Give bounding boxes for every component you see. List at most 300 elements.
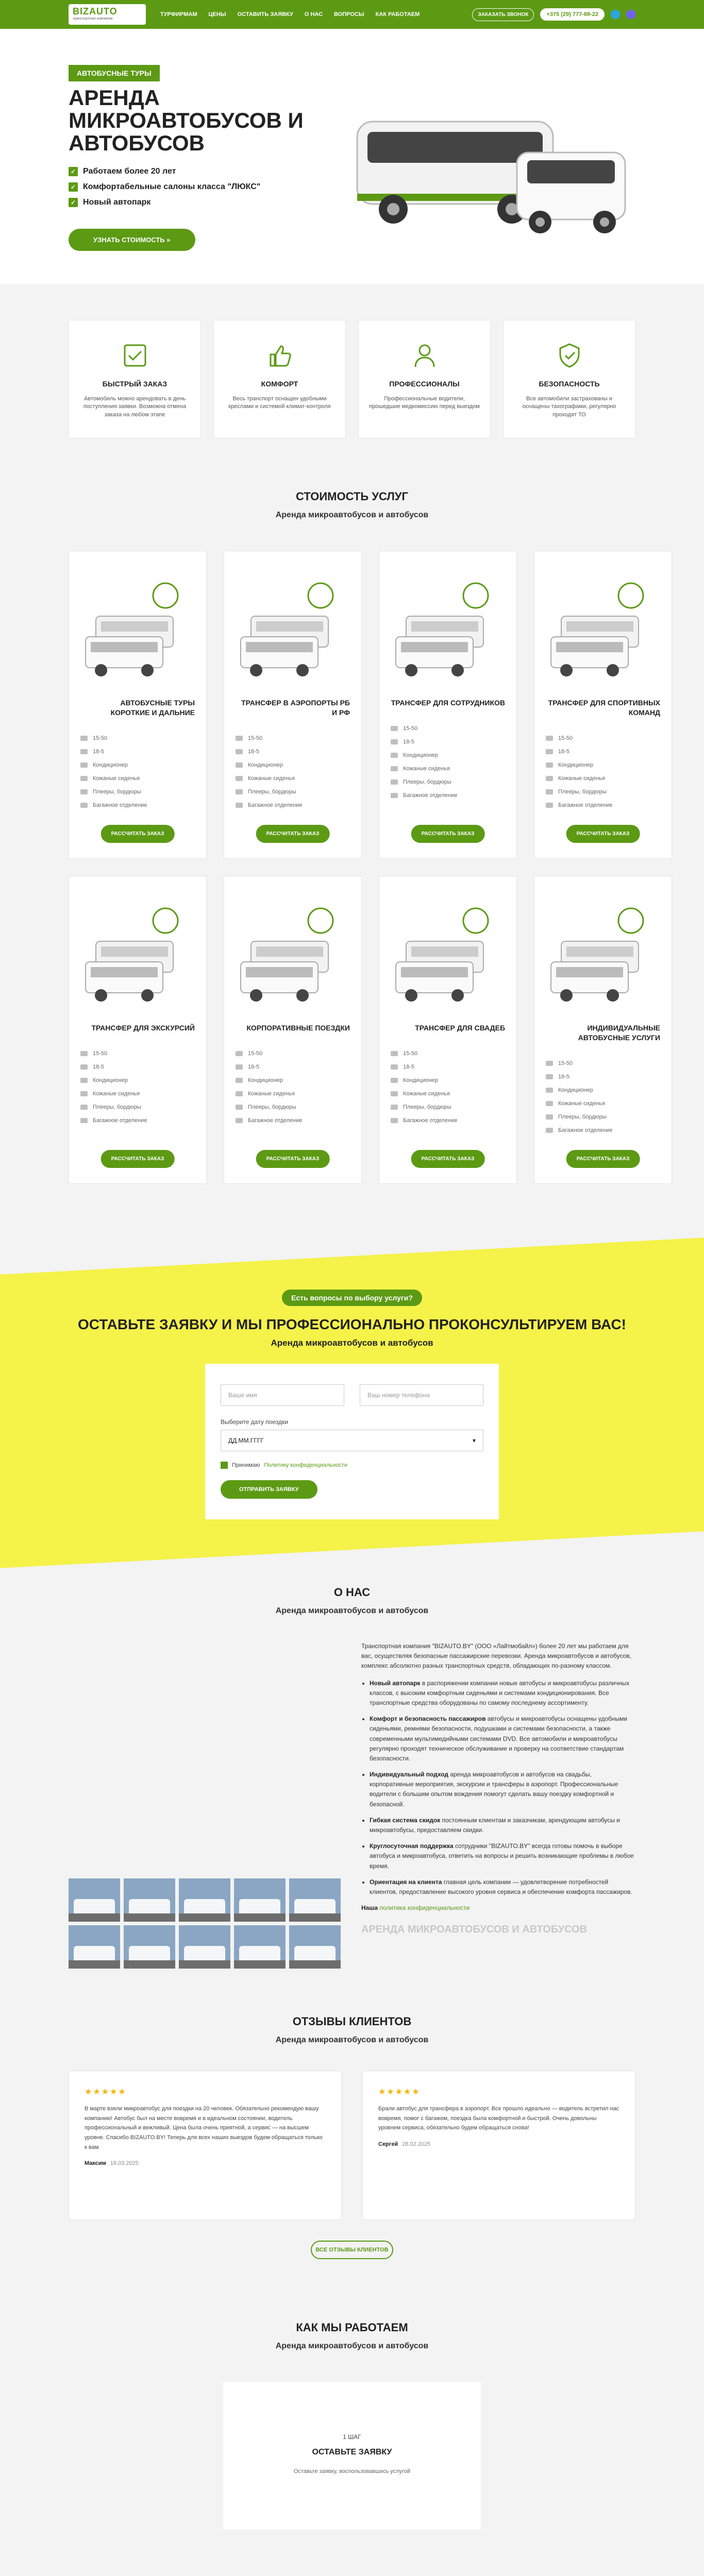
spec-text: Кожаные сиденья xyxy=(558,775,605,782)
pricing-specs xyxy=(391,1050,505,1124)
feature-card xyxy=(69,320,201,438)
spec-icon xyxy=(236,803,243,808)
spec-item xyxy=(236,735,350,741)
spec-item xyxy=(546,1114,660,1120)
spec-icon xyxy=(546,736,553,741)
reviews-subtitle: Аренда микроавтобусов и автобусов xyxy=(275,2036,429,2044)
phone-input[interactable]: Ваш номер телефона xyxy=(360,1384,483,1406)
agree-text: Принимаю xyxy=(232,1462,260,1468)
spec-item xyxy=(546,1060,660,1066)
spec-item xyxy=(236,1077,350,1083)
step-title: ОСТАВЬТЕ ЗАЯВКУ xyxy=(312,2448,392,2456)
spec-text: Багажное отделение xyxy=(558,1127,613,1133)
calculate-order-button[interactable]: РАССЧИТАТЬ ЗАКАЗ xyxy=(411,825,485,843)
spec-text: Плееры, бордюры xyxy=(248,1104,296,1110)
spec-text: Багажное отделение xyxy=(403,1117,458,1124)
review-meta xyxy=(85,2160,326,2166)
spec-item xyxy=(391,792,505,799)
spec-icon xyxy=(546,1128,553,1133)
spec-icon xyxy=(80,776,88,781)
review-date: 18.03.2025 xyxy=(110,2160,139,2167)
spec-item xyxy=(546,1087,660,1093)
gallery-photo[interactable] xyxy=(124,1878,175,1922)
checkbox-icon xyxy=(121,341,149,370)
date-select[interactable] xyxy=(221,1430,483,1451)
logo[interactable] xyxy=(69,4,146,25)
plane-icon xyxy=(308,583,333,608)
spec-icon xyxy=(546,1114,553,1120)
calculate-order-button[interactable]: РАССЧИТАТЬ ЗАКАЗ xyxy=(411,1150,485,1168)
spec-icon xyxy=(236,776,243,781)
spec-item xyxy=(391,739,505,745)
spec-item xyxy=(80,1077,195,1083)
spec-text: Кондиционер xyxy=(248,761,283,768)
spec-text: 18-5 xyxy=(93,748,105,755)
spec-text: Плееры, бордюры xyxy=(248,788,296,795)
spec-icon xyxy=(546,749,553,754)
spec-text: Багажное отделение xyxy=(93,1117,147,1124)
pricing-card-title: АВТОБУСНЫЕ ТУРЫ КОРОТКИЕ И ДАЛЬНИЕ xyxy=(110,699,195,717)
briefcase-icon xyxy=(308,908,333,933)
request-title: ОСТАВЬТЕ ЗАЯВКУ И МЫ ПРОФЕССИОНАЛЬНО ПРОКОНСУЛЬТИРУЕМ ВАС! xyxy=(78,1316,626,1332)
submit-request-button[interactable]: ОТПРАВИТЬ ЗАЯВКУ xyxy=(221,1480,317,1499)
spec-text: 18-5 xyxy=(248,748,260,755)
pricing-specs xyxy=(546,1060,660,1133)
gallery-photo[interactable] xyxy=(179,1925,230,1969)
spec-icon xyxy=(80,762,88,768)
privacy-policy-link[interactable]: политика конфиденциальности xyxy=(379,1904,470,1912)
spec-icon xyxy=(236,1105,243,1110)
spec-text: Кожаные сиденья xyxy=(248,1090,295,1097)
spec-item xyxy=(80,749,195,755)
policy-prefix: Наша xyxy=(361,1904,378,1912)
spec-text: Кондиционер xyxy=(93,761,128,768)
feature-text: Весь транспорт оснащен удобными креслами и системой климат-контроля xyxy=(228,396,331,410)
spec-text: Плееры, бордюры xyxy=(558,788,607,795)
hero-cta-button[interactable]: УЗНАТЬ СТОИМОСТЬ » xyxy=(69,229,195,251)
spec-text: Кондиционер xyxy=(558,1087,594,1093)
feature-card xyxy=(358,320,491,438)
spec-text: 15-50 xyxy=(248,1050,263,1057)
bus-illustration xyxy=(80,575,194,688)
spec-item xyxy=(80,1117,195,1124)
gallery-photo[interactable] xyxy=(69,1878,120,1922)
calendar-icon: ▾ xyxy=(472,1437,476,1444)
telegram-icon[interactable] xyxy=(611,10,620,19)
bus-illustration xyxy=(391,575,504,688)
calculate-order-button[interactable]: РАССЧИТАТЬ ЗАКАЗ xyxy=(256,1150,330,1168)
calculate-order-button[interactable]: РАССЧИТАТЬ ЗАКАЗ xyxy=(101,1150,175,1168)
spec-icon xyxy=(391,739,398,744)
gallery-photo[interactable] xyxy=(289,1878,341,1922)
spec-text: 18-5 xyxy=(558,1073,570,1080)
spec-icon xyxy=(80,1105,88,1110)
group-icon xyxy=(463,583,488,608)
spec-item xyxy=(546,762,660,768)
spec-icon xyxy=(80,1091,88,1096)
spec-text: 18-5 xyxy=(403,738,415,745)
about-point-lead: Индивидуальный подход xyxy=(370,1771,448,1778)
spec-item xyxy=(546,775,660,782)
cake-icon xyxy=(463,908,488,933)
review-meta xyxy=(378,2141,619,2147)
request-section xyxy=(0,1256,704,1565)
about-point-lead: Комфорт и безопасность пассажиров xyxy=(370,1715,486,1723)
about-point-text: аренда микроавтобусов и автобусов на свадьбы, корпоративные мероприятия, экскурсии и трансферы в аэропорт. Профессиональные водители с большим опытом вождения помогут сделать вашу поездку комфортной и безопасной. xyxy=(370,1771,618,1808)
about-point-text: постоянным клиентам и заказчикам, арендующим автобусы и микроавтобусы, предоставляем скидки. xyxy=(370,1816,620,1834)
spec-item xyxy=(236,802,350,808)
checkbox-icon[interactable] xyxy=(221,1462,228,1469)
about-title: О НАС xyxy=(333,1586,371,1599)
nav-item-tour-firms[interactable]: ТУРФИРМАМ xyxy=(160,11,197,18)
about-point-lead: Гибкая система скидок xyxy=(370,1816,441,1824)
pricing-subtitle: Аренда микроавтобусов и автобусов xyxy=(275,511,429,519)
feature-title: БЫСТРЫЙ ЗАКАЗ xyxy=(102,380,167,388)
all-reviews-button[interactable]: ВСЕ ОТЗЫВЫ КЛИЕНТОВ xyxy=(311,2241,393,2259)
spec-icon xyxy=(391,1064,398,1070)
hero-badge: АВТОБУСНЫЕ ТУРЫ xyxy=(69,65,160,81)
spec-text: Кожаные сиденья xyxy=(403,1090,450,1097)
spec-text: 18-5 xyxy=(248,1063,260,1070)
spec-icon xyxy=(546,789,553,794)
spec-icon xyxy=(80,749,88,754)
about-point-lead: Новый автопарк xyxy=(370,1679,421,1687)
review-date: 28.02.2025 xyxy=(402,2141,431,2148)
name-input[interactable]: Ваше имя xyxy=(221,1384,344,1406)
pricing-card-title: КОРПОРАТИВНЫЕ ПОЕЗДКИ xyxy=(246,1024,350,1032)
hero-bullet-text: Новый автопарк xyxy=(83,198,151,207)
privacy-link[interactable]: Политику конфиденциальности xyxy=(264,1462,347,1468)
spec-icon xyxy=(391,726,398,731)
pricing-card xyxy=(379,551,517,859)
steps-subtitle: Аренда микроавтобусов и автобусов xyxy=(275,2342,429,2350)
about-point-text: главная цель компании — удовлетворение потребностей клиентов, предоставление высокого уровня сервиса и обеспечение комфорта пассажиров. xyxy=(370,1878,632,1895)
spec-item xyxy=(391,725,505,732)
pricing-specs xyxy=(80,1050,195,1124)
pricing-card-title: ТРАНСФЕР ДЛЯ СОТРУДНИКОВ xyxy=(391,699,505,707)
spec-item xyxy=(80,1064,195,1070)
agree-checkbox[interactable] xyxy=(221,1462,483,1469)
about-point-text: автобусы и микроавтобусы оснащены удобными сиденьями, ремнями безопасности, подушками и системами безопасности, а также современными мультимедийными системами DVD. Все автомобили и микроавтобусы регулярно проходят техническое обслуживание и проверку на соответствие стандартам безопасности. xyxy=(370,1715,628,1762)
feature-title: ПРОФЕССИОНАЛЫ xyxy=(389,380,460,388)
spec-text: Кондиционер xyxy=(248,1077,283,1083)
spec-icon xyxy=(236,1078,243,1083)
nav-item-request[interactable]: ОСТАВИТЬ ЗАЯВКУ xyxy=(237,11,293,18)
spec-item xyxy=(391,1117,505,1124)
about-point xyxy=(370,1841,635,1871)
feature-title: КОМФОРТ xyxy=(261,380,298,388)
spec-icon xyxy=(80,1078,88,1083)
spec-icon xyxy=(80,789,88,794)
pricing-card xyxy=(534,876,672,1184)
spec-item xyxy=(236,1104,350,1110)
spec-icon xyxy=(546,1088,553,1093)
logo-text: BIZAUTO xyxy=(73,6,118,16)
bus-illustration xyxy=(347,91,635,245)
checkmark-icon xyxy=(618,908,643,933)
spec-icon xyxy=(236,1064,243,1070)
spec-icon xyxy=(236,789,243,794)
pricing-section xyxy=(0,469,704,1235)
about-point-text: в распоряжении компании новые автобусы и микроавтобусы различных классов, с высоким комфортным сиденьями и системами кондиционирования. Все транспортные средства оборудованы по самому последнему ассортименту. xyxy=(370,1679,630,1706)
feature-card xyxy=(503,320,635,438)
main-nav xyxy=(160,11,420,18)
spec-item xyxy=(236,789,350,795)
steps-title: КАК МЫ РАБОТАЕМ xyxy=(296,2321,408,2334)
spec-icon xyxy=(391,1051,398,1056)
review-card xyxy=(362,2071,635,2220)
nav-item-faq[interactable]: ВОПРОСЫ xyxy=(334,11,364,18)
driver-icon xyxy=(410,341,439,370)
pricing-card xyxy=(534,551,672,859)
pricing-card-title: ТРАНСФЕР ДЛЯ СПОРТИВНЫХ КОМАНД xyxy=(548,699,660,717)
reviews-title: ОТЗЫВЫ КЛИЕНТОВ xyxy=(292,2015,412,2028)
viber-icon[interactable] xyxy=(626,10,635,19)
gallery-photo[interactable] xyxy=(234,1925,286,1969)
step-number: 1 ШАГ xyxy=(343,2433,361,2441)
review-card xyxy=(69,2071,342,2220)
spec-text: 15-50 xyxy=(93,735,108,741)
pricing-card xyxy=(224,551,362,859)
pricing-card xyxy=(379,876,517,1184)
bus-illustration xyxy=(80,900,194,1013)
spec-text: Кондиционер xyxy=(403,1077,439,1083)
spec-item xyxy=(546,735,660,741)
pricing-card xyxy=(224,876,362,1184)
about-point xyxy=(370,1770,635,1809)
nav-item-about[interactable]: О НАС xyxy=(304,11,323,18)
spec-text: Кондиционер xyxy=(93,1077,128,1083)
spec-text: Плееры, бордюры xyxy=(93,788,141,795)
logo-subtitle: транспортная компания xyxy=(73,17,113,21)
feature-text: Автомобиль можно арендовать в день поступления заявки. Возможна отмена заказа на любом этапе xyxy=(83,396,187,418)
features-section xyxy=(0,284,704,469)
spec-icon xyxy=(546,776,553,781)
spec-text: Плееры, бордюры xyxy=(558,1113,607,1120)
about-section xyxy=(0,1565,704,1994)
spec-text: 15-50 xyxy=(93,1050,108,1057)
pricing-card xyxy=(69,876,207,1184)
spec-text: Кожаные сиденья xyxy=(403,765,450,772)
spec-icon xyxy=(546,762,553,768)
review-text: Брали автобус для трансфера в аэропорт. Все прошло идеально — водитель встретил нас вовремя, помог с багажом, поездка была комфортной и быстрой. Очень довольны уровнем сервиса, обязательно будем обращаться снова! xyxy=(378,2106,619,2131)
pricing-card-title: ТРАНСФЕР ДЛЯ ЭКСКУРСИЙ xyxy=(91,1024,195,1032)
spec-item xyxy=(80,789,195,795)
pricing-card-title: ТРАНСФЕР В АЭРОПОРТЫ РБ И РФ xyxy=(241,699,350,717)
nav-item-how-we-work[interactable]: КАК РАБОТАЕМ xyxy=(375,11,420,18)
bus-illustration xyxy=(391,900,504,1013)
gallery-photo[interactable] xyxy=(234,1878,286,1922)
photo-gallery xyxy=(69,1878,341,1969)
spec-item xyxy=(391,1050,505,1057)
gallery-photo[interactable] xyxy=(124,1925,175,1969)
spec-icon xyxy=(236,1051,243,1056)
spec-text: 15-50 xyxy=(558,735,573,741)
spec-icon xyxy=(391,1118,398,1123)
spec-icon xyxy=(80,1118,88,1123)
spec-item xyxy=(236,775,350,782)
football-icon xyxy=(618,583,643,608)
spec-item xyxy=(546,1074,660,1080)
spec-item xyxy=(546,789,660,795)
spec-text: Плееры, бордюры xyxy=(93,1104,141,1110)
spec-text: 15-50 xyxy=(248,735,263,741)
gallery-photo[interactable] xyxy=(289,1925,341,1969)
spec-text: Кожаные сиденья xyxy=(558,1100,605,1107)
spec-text: 15-50 xyxy=(403,725,418,732)
spec-text: Кондиционер xyxy=(403,752,439,758)
spec-item xyxy=(546,749,660,755)
spec-item xyxy=(546,1100,660,1107)
reviews-section xyxy=(0,1994,704,2300)
spec-text: Багажное отделение xyxy=(93,802,147,808)
callback-button[interactable]: ЗАКАЗАТЬ ЗВОНОК xyxy=(472,8,534,21)
spec-text: 18-5 xyxy=(558,748,570,755)
header-phone[interactable]: +375 (29) 777-88-22 xyxy=(540,8,605,21)
about-text xyxy=(361,1641,635,1969)
spec-text: Кожаные сиденья xyxy=(93,775,140,782)
spec-icon xyxy=(391,753,398,758)
spec-text: Багажное отделение xyxy=(248,1117,303,1124)
calculate-order-button[interactable]: РАССЧИТАТЬ ЗАКАЗ xyxy=(566,825,640,843)
about-point xyxy=(370,1679,635,1708)
spec-text: Плееры, бордюры xyxy=(403,778,451,785)
spec-item xyxy=(80,762,195,768)
spec-text: Плееры, бордюры xyxy=(403,1104,451,1110)
about-point xyxy=(370,1714,635,1764)
spec-icon xyxy=(236,1118,243,1123)
pricing-card-title: ИНДИВИДУАЛЬНЫЕ АВТОБУСНЫЕ УСЛУГИ xyxy=(578,1024,660,1042)
about-point-text: сотрудники "BIZAUTO.BY" всегда готовы помочь в выборе автобуса и микроавтобуса, ответить на вопросы и решить возникающие проблемы в любое время. xyxy=(370,1842,634,1870)
spec-item xyxy=(546,802,660,808)
date-value: ДД.ММ.ГГГГ xyxy=(228,1437,264,1444)
spec-text: 15-50 xyxy=(558,1060,573,1066)
site-header xyxy=(0,0,704,29)
pricing-specs xyxy=(236,1050,350,1124)
spec-icon xyxy=(80,736,88,741)
nav-item-prices[interactable]: ЦЕНЫ xyxy=(208,11,226,18)
spec-text: Багажное отделение xyxy=(248,802,303,808)
review-author: Сергей xyxy=(378,2141,398,2148)
spec-icon xyxy=(391,779,398,785)
request-form xyxy=(205,1364,499,1519)
check-icon: ✓ xyxy=(69,182,78,192)
spec-item xyxy=(236,749,350,755)
map-icon xyxy=(153,908,178,933)
spec-item xyxy=(236,1064,350,1070)
spec-icon xyxy=(80,803,88,808)
spec-text: Багажное отделение xyxy=(403,792,458,799)
spec-item xyxy=(546,1127,660,1133)
spec-text: 18-5 xyxy=(403,1063,415,1070)
spec-item xyxy=(80,735,195,741)
pricing-specs xyxy=(546,735,660,808)
spec-icon xyxy=(546,1101,553,1106)
spec-item xyxy=(80,1050,195,1057)
steps-section xyxy=(0,2300,704,2576)
pricing-card-title: ТРАНСФЕР ДЛЯ СВАДЕБ xyxy=(415,1024,505,1032)
check-icon: ✓ xyxy=(69,167,78,176)
gallery-photo[interactable] xyxy=(179,1878,230,1922)
spec-text: Кожаные сиденья xyxy=(248,775,295,782)
spec-item xyxy=(236,1050,350,1057)
spec-icon xyxy=(236,1091,243,1096)
pricing-card xyxy=(69,551,207,859)
spec-icon xyxy=(391,766,398,771)
pricing-specs xyxy=(236,735,350,808)
check-icon: ✓ xyxy=(69,198,78,207)
calculate-order-button[interactable]: РАССЧИТАТЬ ЗАКАЗ xyxy=(566,1150,640,1168)
about-point-lead: Ориентация на клиента xyxy=(370,1878,442,1886)
gallery-photo[interactable] xyxy=(69,1925,120,1969)
spec-icon xyxy=(236,736,243,741)
calculate-order-button[interactable]: РАССЧИТАТЬ ЗАКАЗ xyxy=(256,825,330,843)
spec-item xyxy=(391,1104,505,1110)
date-label: Выберите дату поездки xyxy=(221,1418,288,1426)
spec-text: Багажное отделение xyxy=(558,802,613,808)
request-subtitle: Аренда микроавтобусов и автобусов xyxy=(271,1338,433,1348)
spec-item xyxy=(236,762,350,768)
spec-text: 15-50 xyxy=(403,1050,418,1057)
about-policy xyxy=(361,1903,635,1913)
review-text: В марте взяли микроавтобус для поездки на 20 человек. Обязательно рекомендую вашу компанию! Автобус был на месте вовремя и в идеальном состоянии, водитель профессиональный и вежливый. Цена была очень приятной, а сервис — на высшем уровне. Спасибо BIZAUTO.BY! Теперь для всех наших выездов будем обращаться только к вам. xyxy=(85,2106,323,2150)
bus-illustration xyxy=(236,575,349,688)
request-pill: Есть вопросы по выбору услуги? xyxy=(282,1290,422,1306)
about-subtitle: Аренда микроавтобусов и автобусов xyxy=(275,1606,429,1615)
pricing-cards xyxy=(69,551,660,1184)
about-point xyxy=(370,1877,635,1897)
spec-icon xyxy=(546,1061,553,1066)
header-actions xyxy=(472,8,635,21)
spec-item xyxy=(391,1091,505,1097)
spec-item xyxy=(391,752,505,758)
gallery-column xyxy=(69,1641,341,1969)
hero-bullet-text: Комфортабельные салоны класса "ЛЮКС" xyxy=(83,182,261,192)
hero-bullet-text: Работаем более 20 лет xyxy=(83,167,176,176)
rating-stars-icon: ★★★★★ xyxy=(85,2088,127,2096)
spec-item xyxy=(391,779,505,785)
review-author: Максим xyxy=(85,2160,106,2167)
bus-illustration xyxy=(236,900,349,1013)
step-card xyxy=(223,2382,481,2529)
hero-section xyxy=(0,29,704,284)
spec-icon xyxy=(80,1064,88,1070)
rating-stars-icon: ★★★★★ xyxy=(378,2088,421,2096)
about-point-lead: Круглосуточная поддержка xyxy=(370,1842,454,1850)
spec-icon xyxy=(236,749,243,754)
spec-text: 18-5 xyxy=(93,1063,105,1070)
spec-item xyxy=(80,1091,195,1097)
thumbs-up-icon xyxy=(265,341,294,370)
spec-text: Кондиционер xyxy=(558,761,594,768)
spec-icon xyxy=(546,1074,553,1079)
spec-item xyxy=(80,775,195,782)
spec-item xyxy=(80,802,195,808)
route-icon xyxy=(153,583,178,608)
about-points xyxy=(361,1679,635,1897)
spec-item xyxy=(236,1117,350,1124)
feature-title: БЕЗОПАСНОСТЬ xyxy=(539,380,600,388)
pricing-specs xyxy=(80,735,195,808)
spec-item xyxy=(391,766,505,772)
shield-icon xyxy=(555,341,584,370)
calculate-order-button[interactable]: РАССЧИТАТЬ ЗАКАЗ xyxy=(101,825,175,843)
spec-icon xyxy=(391,1091,398,1096)
about-intro: Транспортная компания "BIZAUTO.BY" (ООО «Лайтмобайл») более 20 лет мы работаем для вас, осуществляя безопасные пассажирские перевозки. Аренда микроавтобусов и автобусов, комплекс абсолютно разных транспортных средств, обладающих по-разному классом. xyxy=(361,1642,632,1670)
feature-text: Профессиональные водители, прошедшие медкомиссию перед выездом xyxy=(369,396,480,410)
spec-icon xyxy=(80,1051,88,1056)
bus-illustration xyxy=(546,900,659,1013)
